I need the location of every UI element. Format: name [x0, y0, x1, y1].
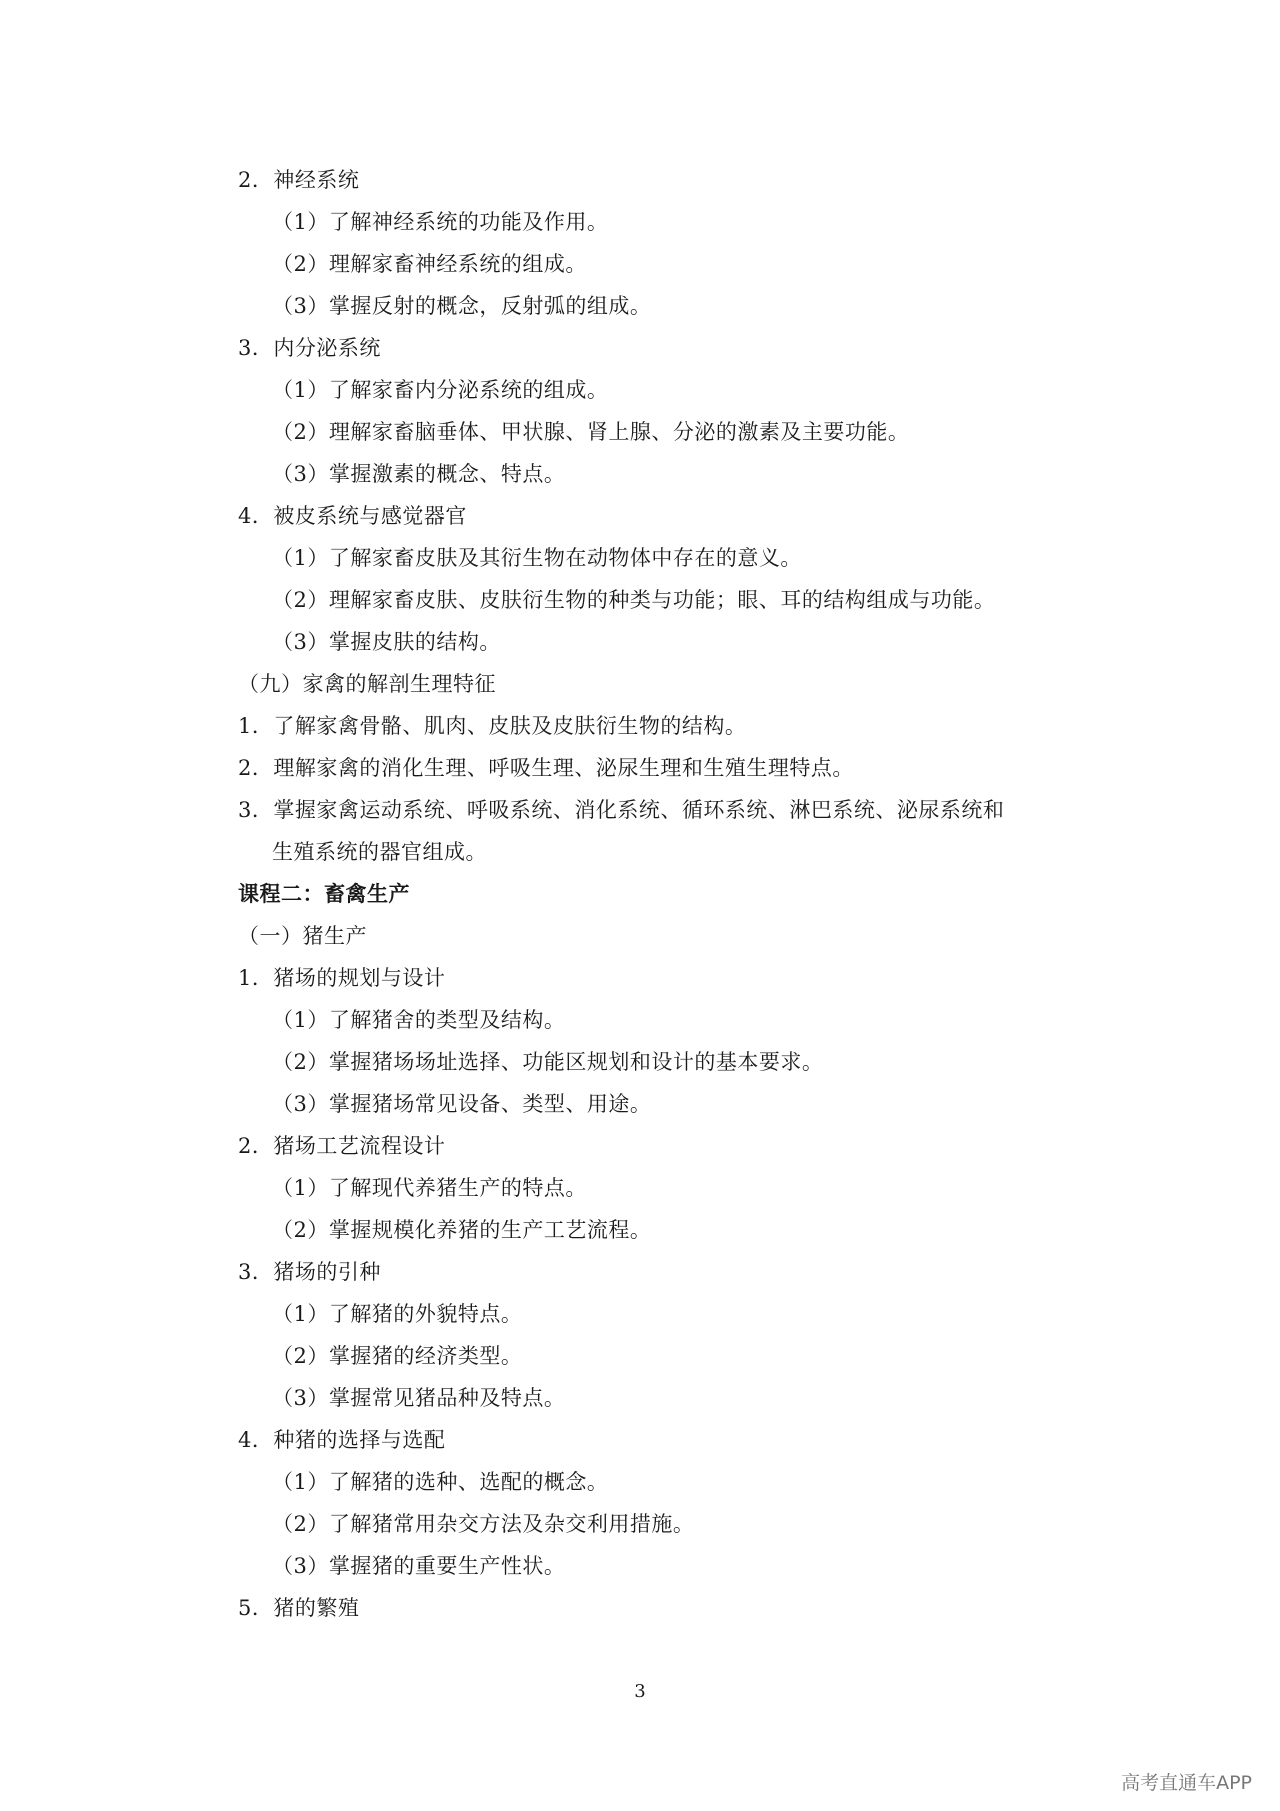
sub-list-item: （1）了解猪舍的类型及结构。: [272, 1008, 566, 1032]
sub-list-item: （1）了解家畜内分泌系统的组成。: [272, 378, 609, 402]
sub-list-item: （1）了解猪的选种、选配的概念。: [272, 1470, 609, 1494]
sub-list-item: （2）掌握猪的经济类型。: [272, 1344, 523, 1368]
sub-list-item: （1）了解现代养猪生产的特点。: [272, 1176, 587, 1200]
list-item: 3．猪场的引种: [238, 1260, 381, 1284]
sub-list-item: （2）掌握规模化养猪的生产工艺流程。: [272, 1218, 652, 1242]
list-item: 2．神经系统: [238, 168, 360, 192]
watermark: 高考直通车APP: [1121, 1772, 1252, 1794]
list-item: 4．被皮系统与感觉器官: [238, 504, 467, 528]
list-item: 3．内分泌系统: [238, 336, 381, 360]
sub-list-item: （2）理解家畜脑垂体、甲状腺、肾上腺、分泌的激素及主要功能。: [272, 420, 910, 444]
sub-list-item: （1）了解猪的外貌特点。: [272, 1302, 523, 1326]
sub-list-item: （2）理解家畜神经系统的组成。: [272, 252, 587, 276]
list-item-continuation: 生殖系统的器官组成。: [272, 840, 487, 864]
sub-list-item: （3）掌握常见猪品种及特点。: [272, 1386, 566, 1410]
list-item: 5．猪的繁殖: [238, 1596, 360, 1620]
page-number: 3: [634, 1681, 646, 1702]
sub-list-item: （2）了解猪常用杂交方法及杂交利用措施。: [272, 1512, 695, 1536]
section-heading: 课程二：畜禽生产: [238, 881, 410, 906]
list-item: （一）猪生产: [238, 924, 367, 948]
list-item: 3．掌握家禽运动系统、呼吸系统、消化系统、循环系统、淋巴系统、泌尿系统和: [238, 798, 1005, 822]
list-item: 2．理解家禽的消化生理、呼吸生理、泌尿生理和生殖生理特点。: [238, 756, 854, 780]
sub-list-item: （1）了解神经系统的功能及作用。: [272, 210, 609, 234]
sub-list-item: （3）掌握皮肤的结构。: [272, 630, 501, 654]
sub-list-item: （3）掌握猪场常见设备、类型、用途。: [272, 1092, 652, 1116]
sub-list-item: （2）掌握猪场场址选择、功能区规划和设计的基本要求。: [272, 1050, 824, 1074]
sub-list-item: （3）掌握激素的概念、特点。: [272, 462, 566, 486]
sub-list-item: （2）理解家畜皮肤、皮肤衍生物的种类与功能；眼、耳的结构组成与功能。: [272, 588, 996, 612]
list-item: 1．了解家禽骨骼、肌肉、皮肤及皮肤衍生物的结构。: [238, 714, 747, 738]
sub-list-item: （3）掌握猪的重要生产性状。: [272, 1554, 566, 1578]
list-item: （九）家禽的解剖生理特征: [238, 672, 496, 696]
list-item: 1．猪场的规划与设计: [238, 966, 446, 990]
list-item: 2．猪场工艺流程设计: [238, 1134, 446, 1158]
sub-list-item: （1）了解家畜皮肤及其衍生物在动物体中存在的意义。: [272, 546, 802, 570]
sub-list-item: （3）掌握反射的概念，反射弧的组成。: [272, 294, 652, 318]
list-item: 4．种猪的选择与选配: [238, 1428, 446, 1452]
